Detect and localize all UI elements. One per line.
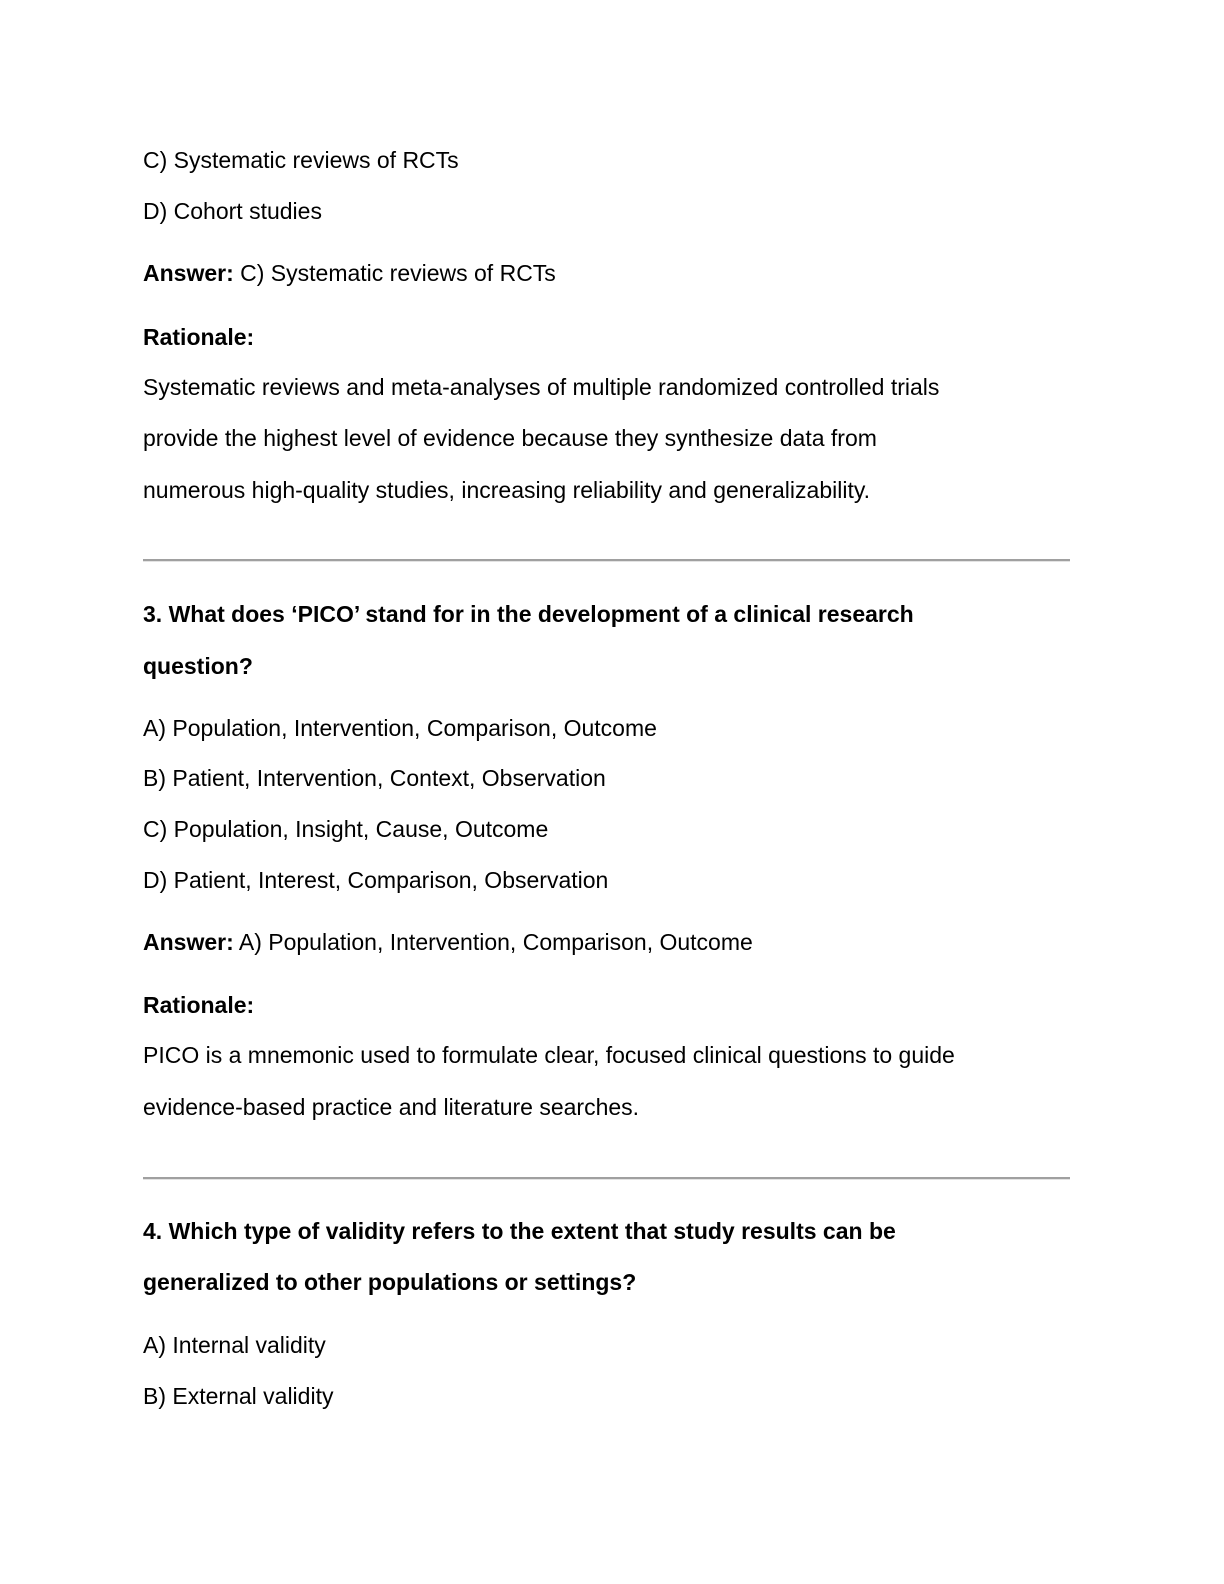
answer-line xyxy=(143,258,556,288)
option-d: D) Cohort studies xyxy=(143,198,322,224)
rationale-line: numerous high-quality studies, increasing reliability and generalizability. xyxy=(143,477,871,503)
question-3-title: 3. What does ‘PICO’ stand for in the development of a clinical research xyxy=(143,601,914,627)
answer-text: C) Systematic reviews of RCTs xyxy=(233,260,556,286)
option-a: A) Population, Intervention, Comparison, Outcome xyxy=(143,715,657,741)
answer-label: Answer: xyxy=(143,929,234,955)
option-c: C) Systematic reviews of RCTs xyxy=(143,147,459,173)
rationale-line: provide the highest level of evidence because they synthesize data from xyxy=(143,425,877,451)
divider xyxy=(143,1177,1070,1179)
question-3-title-cont: question? xyxy=(143,653,253,679)
answer-label: Answer: xyxy=(143,260,234,286)
rationale-label: Rationale: xyxy=(143,324,255,350)
option-b: B) External validity xyxy=(143,1383,334,1409)
question-4-title: 4. Which type of validity refers to the extent that study results can be xyxy=(143,1218,896,1244)
option-c: C) Population, Insight, Cause, Outcome xyxy=(143,816,549,842)
rationale-line: PICO is a mnemonic used to formulate clear, focused clinical questions to guide xyxy=(143,1042,955,1068)
option-d: D) Patient, Interest, Comparison, Observation xyxy=(143,867,609,893)
question-4-title-cont: generalized to other populations or settings? xyxy=(143,1269,637,1295)
answer-line xyxy=(143,927,753,957)
option-a: A) Internal validity xyxy=(143,1332,326,1358)
answer-text: A) Population, Intervention, Comparison, Outcome xyxy=(233,929,753,955)
option-b: B) Patient, Intervention, Context, Observation xyxy=(143,765,606,791)
rationale-line: evidence-based practice and literature searches. xyxy=(143,1094,640,1120)
rationale-line: Systematic reviews and meta-analyses of multiple randomized controlled trials xyxy=(143,374,940,400)
rationale-label: Rationale: xyxy=(143,992,255,1018)
divider xyxy=(143,559,1070,561)
